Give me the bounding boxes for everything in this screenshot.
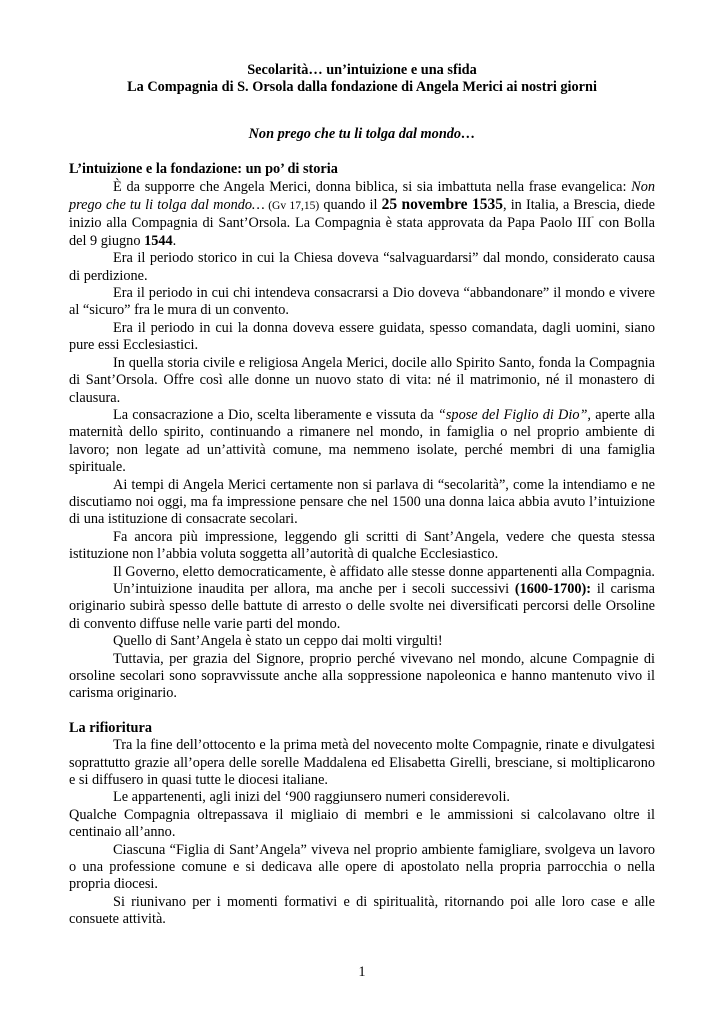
paragraph: Ai tempi di Angela Merici certamente non si parlava di “secolarità”, come la intendiamo e ne discutiamo noi oggi, ma fa impressione pensare che nel 1500 una donna laica abbia avuto l’intuizione di una istituzione di consacrate secolari. xyxy=(69,476,655,528)
paragraph: Era il periodo storico in cui la Chiesa doveva “salvaguardarsi” dal mondo, considerato causa di perdizione. xyxy=(69,250,655,284)
paragraph: Tra la fine dell’ottocento e la prima metà del novecento molte Compagnie, rinate e divulgatesi soprattutto grazie all’opera delle sorelle Maddalena ed Elisabetta Girelli, bresciane, si moltiplicarono e si diffusero in quasi tutte le diocesi italiane. xyxy=(69,737,655,789)
paragraph: Tuttavia, per grazia del Signore, proprio perché vivevano nel mondo, alcune Compagnie di orsoline secolari sono sopravvissute anche alla soppressione napoleonica e hanno mantenuto vivo il carisma originario. xyxy=(69,650,655,702)
paragraph: Era il periodo in cui la donna doveva essere guidata, spesso comandata, dagli uomini, siano pure essi Ecclesiastici. xyxy=(69,319,655,354)
paragraph: Si riunivano per i momenti formativi e di spiritualità, ritornando poi alle loro case e alle consuete attività. xyxy=(69,893,655,928)
paragraph: In quella storia civile e religiosa Angela Merici, docile allo Spirito Santo, fonda la Compagnia di Sant’Orsola. Offre così alle donne un nuovo stato di vita: né il matrimonio, né il monastero di clausura. xyxy=(69,354,655,406)
paragraph: Il Governo, eletto democraticamente, è affidato alle stesse donne appartenenti alla Compagnia. xyxy=(113,563,656,580)
paragraph: Quello di Sant’Angela è stato un ceppo dai molti virgulti! xyxy=(113,633,443,650)
section-heading-foundation: L’intuizione e la fondazione: un po’ di storia xyxy=(69,161,338,178)
paragraph: Un’intuizione inaudita per allora, ma anche per i secoli successivi (1600-1700): il carisma originario subirà spesso delle battute di arresto o delle svolte nei diversificati percorsi delle Orsoline di convento diffuse nelle varie parti del mondo. xyxy=(69,580,655,632)
paragraph: Le appartenenti, agli inizi del ‘900 raggiunsero numeri considerevoli. xyxy=(113,789,511,806)
paragraph: Fa ancora più impressione, leggendo gli scritti di Sant’Angela, vedere che questa stessa istituzione non l’abbia voluta soggetta all’autorità di qualche Ecclesiastico. xyxy=(69,528,655,563)
section-heading-rifioritura: La rifioritura xyxy=(69,719,152,736)
paragraph: Ciascuna “Figlia di Sant’Angela” viveva nel proprio ambiente famigliare, svolgeva un lavoro o una professione comune e si dedicava alle opere di apostolato nella propria parrocchia o nella propria diocesi. xyxy=(69,841,655,893)
paragraph: È da supporre che Angela Merici, donna biblica, si sia imbattuta nella frase evangelica: Non prego che tu li tolga dal mondo… (Gv 17,15) quando il 25 novembre 1535, in Italia, a Brescia, diede inizio alla Compagnia di Sant’Orsola. La Compagnia è stata approvata da Papa Paolo III° con Bolla del 9 giugno 1544. xyxy=(69,178,656,249)
paragraph: La consacrazione a Dio, scelta liberamente e vissuta da “spose del Figlio di Dio”, aperte alla maternità dello spirito, continuando a rimanere nel mondo, in famiglia o nel proprio ambiente di lavoro; non legate ad un’attività comune, ma nemmeno isolate, perché membri di una famiglia spirituale. xyxy=(69,406,655,476)
document-page xyxy=(69,62,655,929)
document-subtitle: La Compagnia di S. Orsola dalla fondazione di Angela Merici ai nostri giorni xyxy=(127,79,597,96)
motto-line: Non prego che tu li tolga dal mondo… xyxy=(248,125,476,142)
page-number: 1 xyxy=(358,964,366,980)
paragraph: Qualche Compagnia oltrepassava il migliaio di membri e le ammissioni si calcolavano oltre il centinaio all’anno. xyxy=(69,806,655,841)
document-title: Secolarità… un’intuizione e una sfida xyxy=(247,62,477,78)
paragraph: Era il periodo in cui chi intendeva consacrarsi a Dio doveva “abbandonare” il mondo e vivere al “sicuro” fra le mura di un convento. xyxy=(69,285,655,319)
